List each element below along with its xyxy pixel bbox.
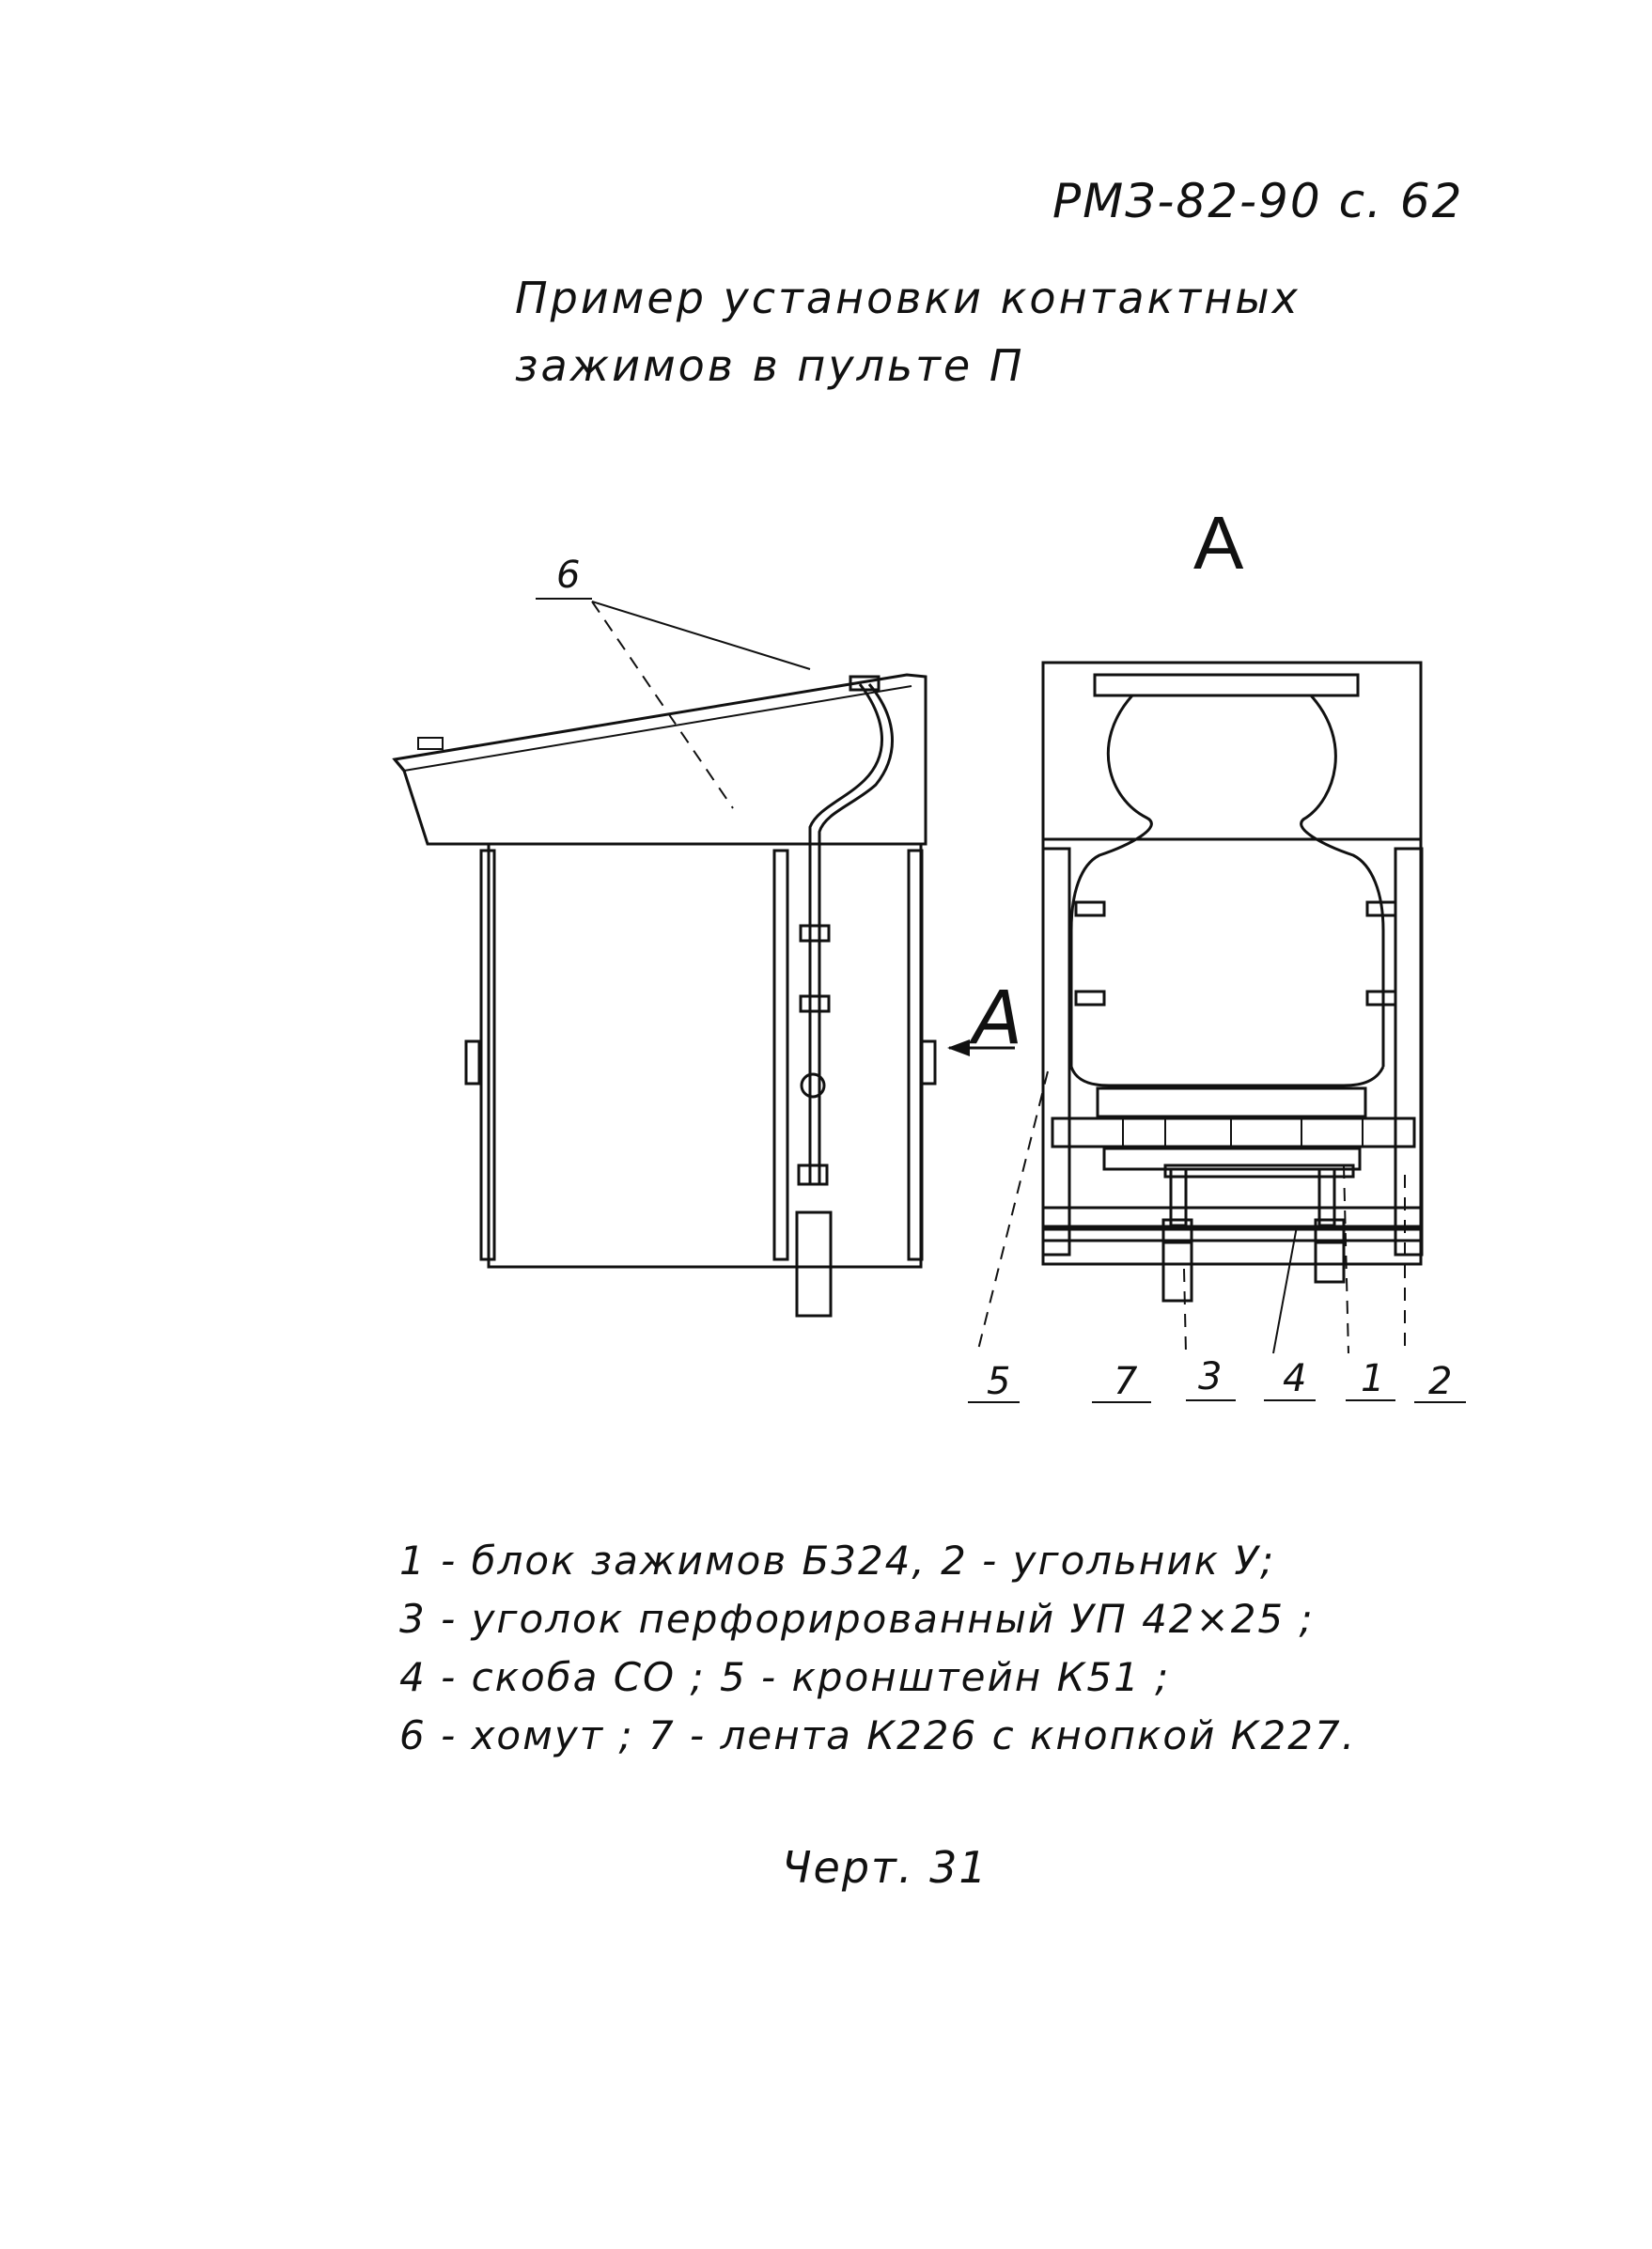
clamp-2 [801, 996, 829, 1011]
tape-left [1163, 1242, 1192, 1301]
desk-top-handle [418, 738, 443, 749]
callout-6-leader-dashed [592, 601, 733, 808]
clamp-1 [801, 926, 829, 941]
callout-2: 2 [1428, 1360, 1453, 1403]
callout-6: 6 [556, 554, 581, 597]
arrow-head [947, 1039, 970, 1056]
legend-line-1: 1 - блок зажимов Б324, 2 - угольник У; [399, 1538, 1276, 1584]
view-arrow-a [947, 976, 1022, 1061]
top-bracket [1095, 675, 1358, 695]
callout-4: 4 [1283, 1357, 1307, 1400]
callout-3: 3 [1198, 1355, 1223, 1398]
perforated-angle [1043, 1208, 1421, 1226]
legend-line-2: 3 - уголок перфорированный УП 42×25 ; [399, 1596, 1315, 1642]
view-a-frame [1043, 663, 1421, 1264]
clamp-3 [799, 1165, 827, 1184]
terminal-block-row-top [1098, 1088, 1365, 1117]
bracket-right [1395, 849, 1422, 1255]
drawing-title-line-1: Пример установки контактных [515, 273, 1301, 323]
callout-6-leader [592, 601, 810, 669]
legend-line-3: 4 - скоба СО ; 5 - кронштейн К51 ; [399, 1654, 1171, 1700]
figure-caption: Черт. 31 [782, 1842, 989, 1893]
legend [399, 1532, 1356, 1765]
cable-loop-left [1071, 695, 1151, 1067]
tape-side [797, 1212, 831, 1316]
tape-right [1316, 1242, 1344, 1282]
callout-7: 7 [1114, 1360, 1138, 1403]
legend-line-4: 6 - хомут ; 7 - лента К226 с кнопкой К227. [399, 1712, 1357, 1758]
terminal-block-b324 [1052, 1118, 1414, 1147]
body-handle-left [466, 1041, 479, 1084]
view-a-label: А [1193, 501, 1244, 585]
view-a [968, 501, 1466, 1403]
mounting-rail [774, 851, 787, 1259]
callout-5: 5 [987, 1360, 1011, 1403]
document-code: РМЗ-82-90 с. 62 [1052, 174, 1464, 228]
bracket-left [1043, 849, 1069, 1255]
arrow-a-label: А [973, 976, 1023, 1061]
callout-1: 1 [1361, 1357, 1385, 1400]
console-body [489, 844, 921, 1267]
side-view [395, 554, 935, 1316]
cable-loop-right [1301, 695, 1383, 1067]
drawing-title-line-2: зажимов в пульте П [515, 340, 1025, 391]
body-handle-right [922, 1041, 935, 1084]
